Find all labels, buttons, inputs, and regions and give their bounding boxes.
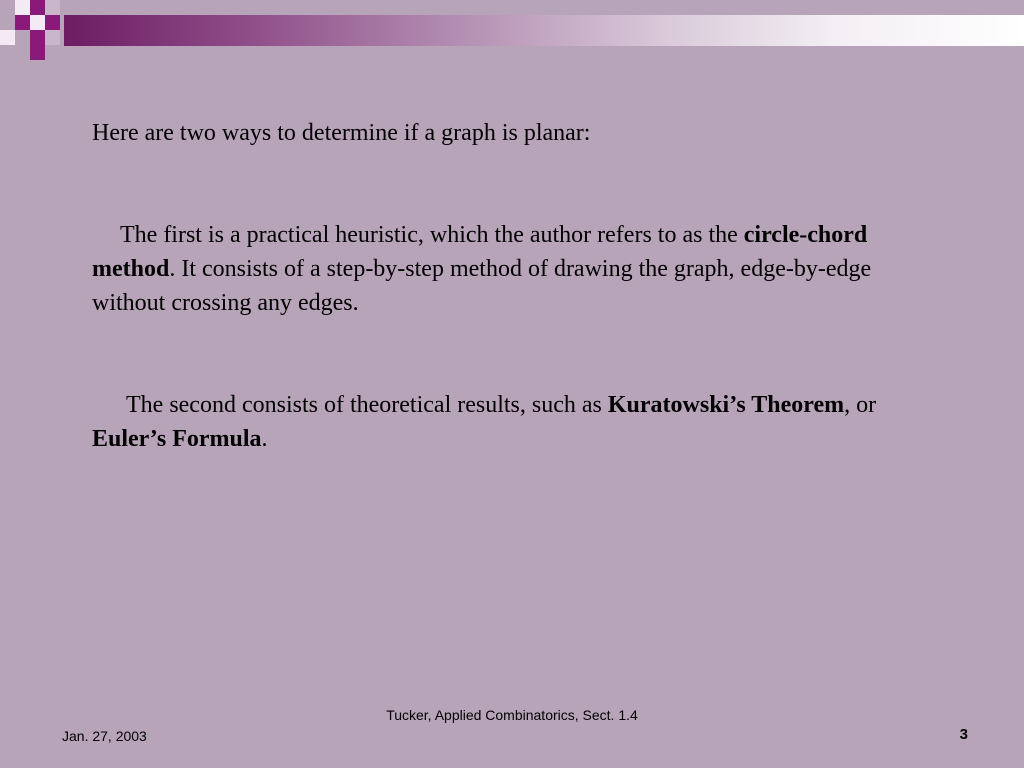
euler-term: Euler’s Formula — [92, 426, 262, 452]
first-method-paragraph — [92, 218, 882, 320]
footer-date: Jan. 27, 2003 — [62, 728, 147, 744]
second-para-text: The second consists of theoretical results, such as — [126, 392, 608, 418]
decor-square — [15, 0, 30, 15]
decor-square — [30, 0, 45, 15]
decor-square — [30, 15, 45, 30]
decor-square — [45, 15, 60, 30]
slide-number: 3 — [959, 726, 968, 743]
decor-square — [30, 45, 45, 60]
header-gradient-bar — [64, 15, 1024, 46]
decor-square — [0, 30, 15, 45]
decor-square — [45, 30, 60, 45]
decor-square — [15, 15, 30, 30]
decor-square — [30, 30, 45, 45]
kuratowski-term: Kuratowski’s Theorem — [607, 392, 845, 418]
circle-chord-term: circle-chord method — [92, 222, 868, 282]
first-para-text-end: . It consists of a step-by-step method of drawing the graph, edge-by-edge without crossing any edges. — [92, 256, 872, 316]
first-para-text: The first is a practical heuristic, which the author refers to as the — [120, 222, 744, 248]
second-method-paragraph — [92, 388, 882, 456]
intro-text: Here are two ways to determine if a graph is planar: — [92, 120, 591, 146]
decor-square — [45, 0, 60, 15]
second-para-middle: , or — [844, 392, 877, 418]
second-para-end: . — [261, 426, 268, 452]
slide-body — [92, 116, 882, 456]
footer-source: Tucker, Applied Combinatorics, Sect. 1.4 — [386, 707, 638, 723]
